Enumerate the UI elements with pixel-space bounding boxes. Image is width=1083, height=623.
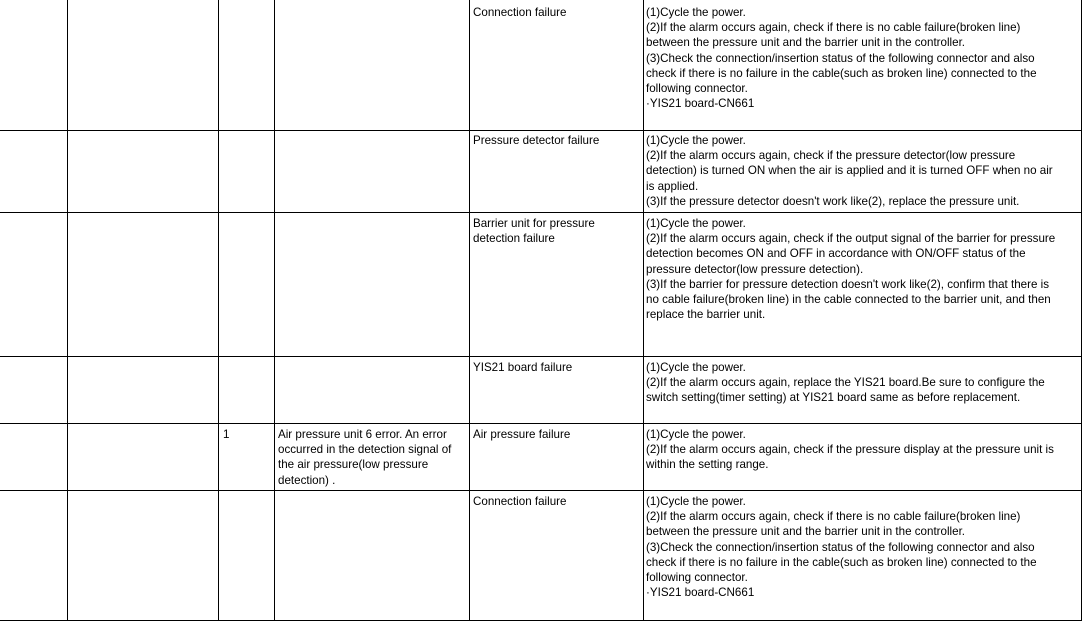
alarm-description-cell: Air pressure unit 6 error. An error occurred in the detection signal of the air pressure(low pressure detection) . [278,428,452,487]
row-divider [0,620,1082,621]
cause-cell: Barrier unit for pressure detection failure [473,217,595,246]
remedy-cell: (1)Cycle the power. (2)If the alarm occurs again, replace the YIS21 board.Be sure to configure the switch setting(timer setting) at YIS21 board same as before replacement. [646,361,1045,405]
column-divider [218,0,219,621]
row-divider [0,423,1082,424]
column-divider [469,0,470,621]
remedy-cell: (1)Cycle the power. (2)If the alarm occurs again, check if the output signal of the barrier for pressure detection becomes ON and OFF in accordance with ON/OFF status of the pressure detector(low pressure detection). (3)If the barrier for pressure detection doesn't work like(2), confirm that there is no cable failure(broken line) in the cable connected to the barrier unit, and then replace the barrier unit. [646,217,1056,322]
cause-cell: Connection failure [473,6,567,19]
column-divider [1081,0,1082,621]
row-divider [0,212,1082,213]
column-divider [643,0,644,621]
cause-cell: YIS21 board failure [473,361,573,374]
row-divider [0,130,1082,131]
cause-cell: Connection failure [473,495,567,508]
remedy-cell: (1)Cycle the power. (2)If the alarm occurs again, check if the pressure detector(low pressure detection) is turned ON when the air is applied and it is turned OFF when no air is applied. (3)If the pressure detector doesn't work like(2), replace the pressure unit. [646,134,1053,208]
column-divider [274,0,275,621]
cause-cell: Pressure detector failure [473,134,600,147]
remedy-cell: (1)Cycle the power. (2)If the alarm occurs again, check if there is no cable failure(broken line) between the pressure unit and the barrier unit in the controller. (3)Check the connection/insertion status of the following connector and also check if there is no failure in the cable(such as broken line) connected to the following connector. ·YIS21 board-CN661 [646,6,1037,111]
cause-cell: Air pressure failure [473,428,571,441]
row-divider [0,490,1082,491]
column-divider [67,0,68,621]
alarm-number-cell: 1 [223,428,230,441]
remedy-cell: (1)Cycle the power. (2)If the alarm occurs again, check if there is no cable failure(broken line) between the pressure unit and the barrier unit in the controller. (3)Check the connection/insertion status of the following connector and also check if there is no failure in the cable(such as broken line) connected to the following connector. ·YIS21 board-CN661 [646,495,1037,600]
remedy-cell: (1)Cycle the power. (2)If the alarm occurs again, check if the pressure display at the pressure unit is within the setting range. [646,428,1054,472]
row-divider [0,356,1082,357]
